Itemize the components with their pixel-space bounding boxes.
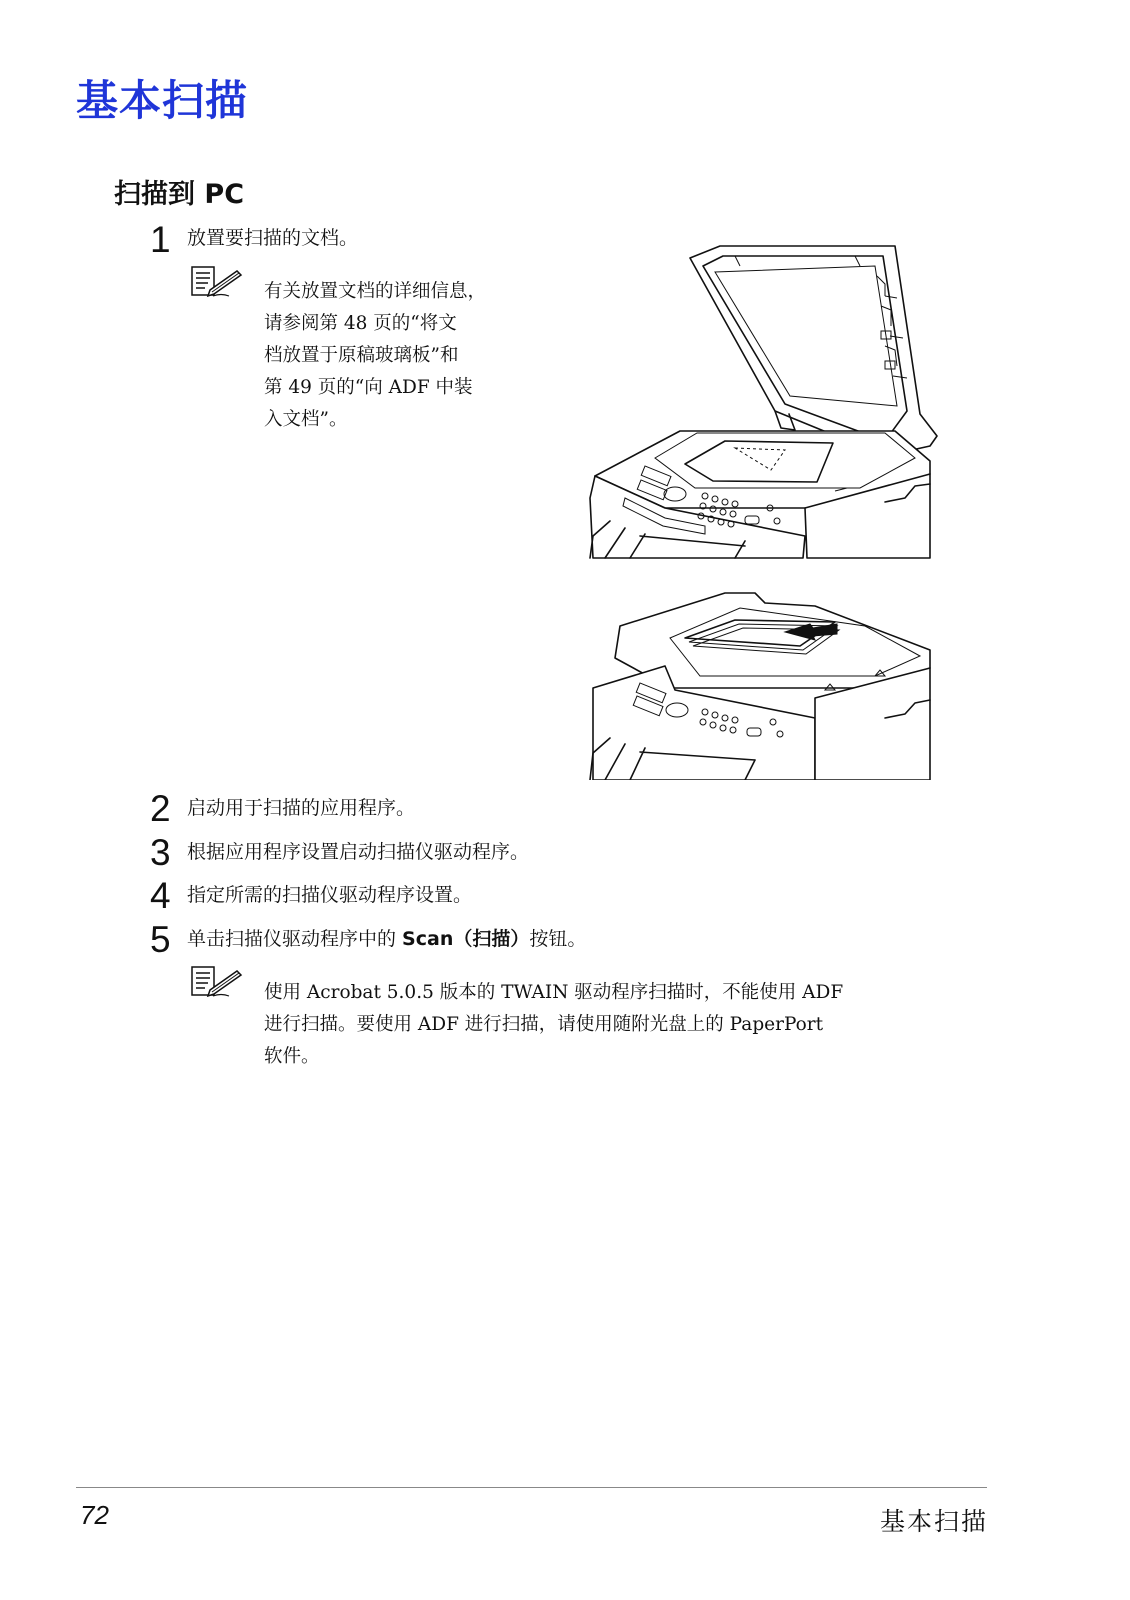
step-4-text: 指定所需的扫描仪驱动程序设置。 xyxy=(187,884,473,906)
page-number: 72 xyxy=(80,1500,109,1530)
step-1-text: 放置要扫描的文档。 xyxy=(187,227,359,249)
step-5-text-after: 按钮。 xyxy=(529,928,587,950)
note2-line-1: 使用 Acrobat 5.0.5 版本的 TWAIN 驱动程序扫描时，不能使用 ADF xyxy=(264,982,844,1003)
note1-line-3: 档放置于原稿玻璃板”和 xyxy=(264,345,459,366)
note2-line-2: 进行扫描。要使用 ADF 进行扫描，请使用随附光盘上的 PaperPort xyxy=(264,1014,824,1035)
step-5-text xyxy=(187,930,586,949)
note-pencil-icon xyxy=(191,966,243,1000)
adf-placement-illustration xyxy=(585,588,945,780)
step-3-text: 根据应用程序设置启动扫描仪驱动程序。 xyxy=(187,841,530,863)
step-4-number: 4 xyxy=(150,875,171,916)
step-5-number: 5 xyxy=(150,919,171,960)
step-5-text-before: 单击扫描仪驱动程序中的 xyxy=(187,928,403,950)
step-5-scan-label: Scan（扫描） xyxy=(402,928,530,950)
note1-line-1: 有关放置文档的详细信息， xyxy=(264,281,487,302)
footer-rule xyxy=(76,1487,987,1488)
step-2-text: 启动用于扫描的应用程序。 xyxy=(187,797,416,819)
page-title: 基本扫描 xyxy=(76,76,249,125)
note1-line-5: 入文档”。 xyxy=(264,409,348,430)
footer-chapter-title: 基本扫描 xyxy=(879,1507,988,1536)
step-2-number: 2 xyxy=(150,788,171,829)
note-pencil-icon xyxy=(191,266,243,300)
note1-line-2: 请参阅第 48 页的“将文 xyxy=(264,313,457,334)
section-title: 扫描到 PC xyxy=(114,179,245,210)
note1-line-4: 第 49 页的“向 ADF 中装 xyxy=(264,377,473,398)
glass-placement-illustration xyxy=(585,236,945,564)
step-1-number: 1 xyxy=(150,219,171,260)
note2-line-3: 软件。 xyxy=(264,1046,320,1067)
step-3-number: 3 xyxy=(150,832,171,873)
